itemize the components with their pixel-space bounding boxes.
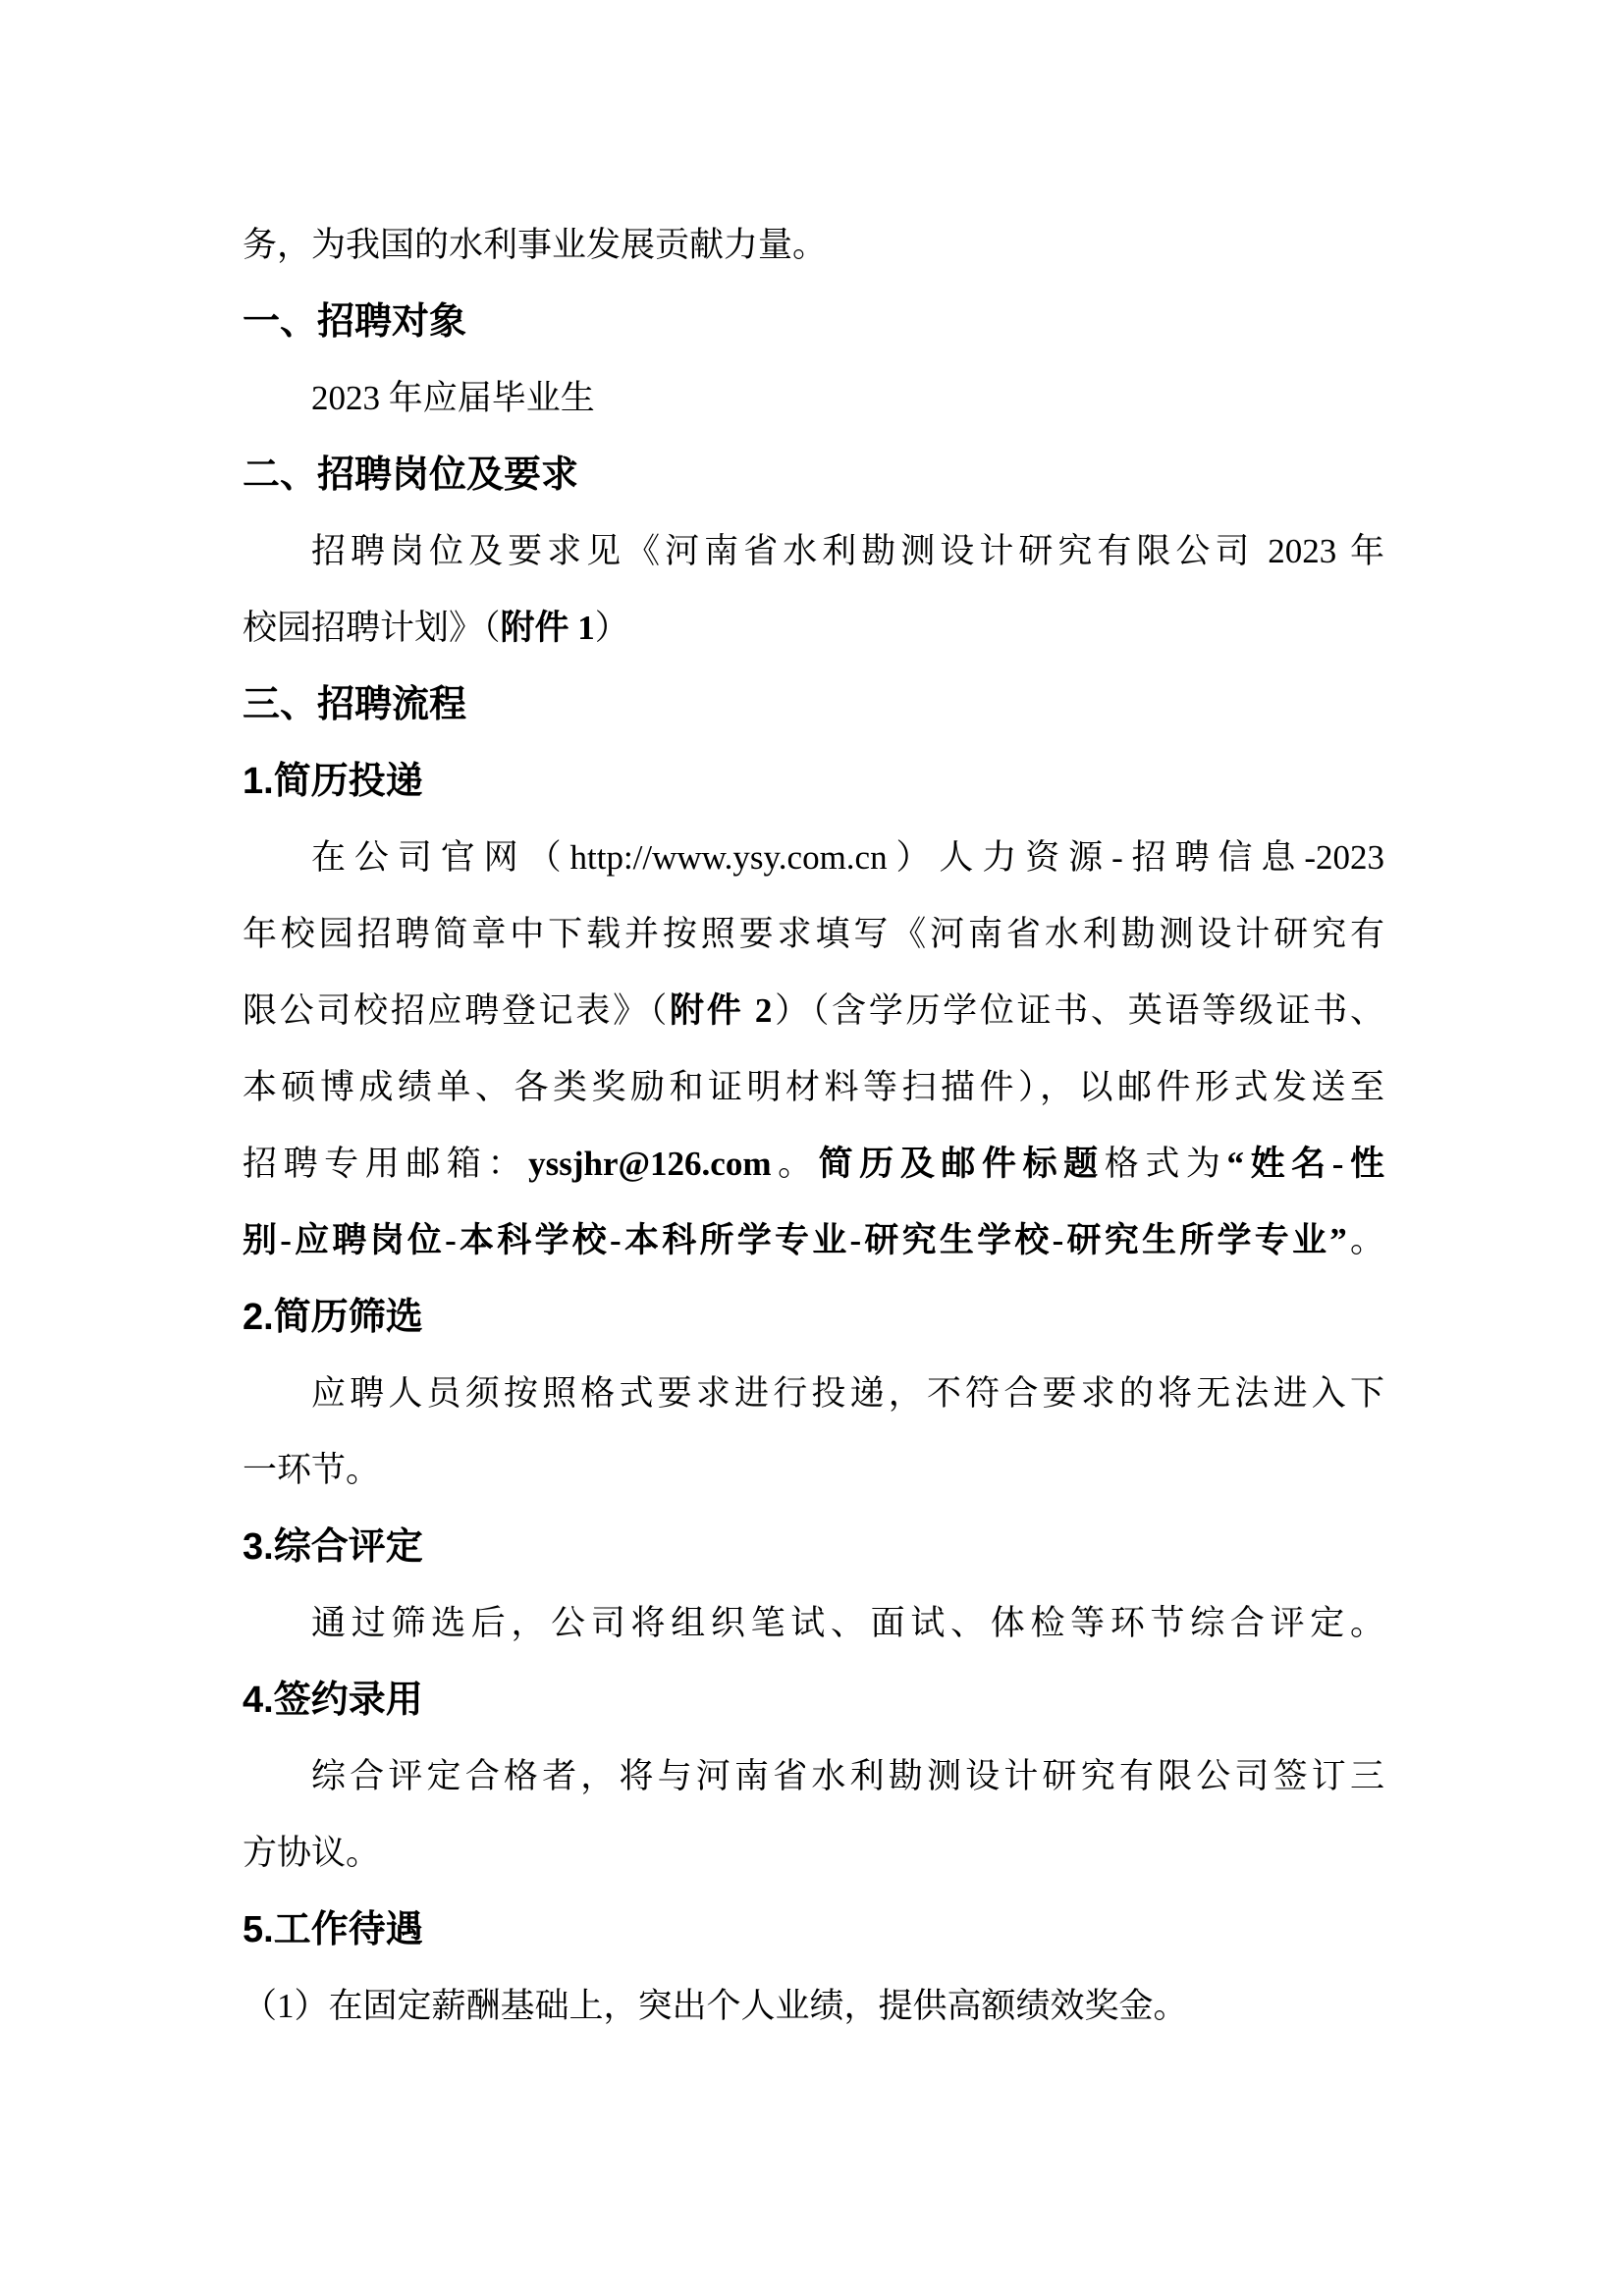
step-heading xyxy=(243,1279,1384,1356)
step-heading xyxy=(243,1662,1384,1738)
text-segment: 二、招聘岗位及要求 xyxy=(243,454,579,496)
step-heading xyxy=(243,743,1384,820)
text-segment: 5.工作待遇 xyxy=(243,1909,423,1950)
text-segment: 别-应聘岗位-本科学校-本科所学专业-研究生学校-研究生所学专业” xyxy=(243,1221,1347,1259)
body-line xyxy=(243,1738,1384,1815)
body-line xyxy=(243,1585,1384,1662)
text-segment: “姓名-性 xyxy=(1226,1145,1384,1183)
body-line xyxy=(243,590,1384,667)
text-segment: 2023 年应届毕业生 xyxy=(311,379,595,417)
body-line xyxy=(243,1356,1384,1432)
body-line xyxy=(243,1202,1384,1279)
text-segment: 限公司校招应聘登记表》（ xyxy=(243,991,671,1030)
body-line xyxy=(243,1126,1384,1202)
text-segment: 在公司官网（http://www.ysy.com.cn）人力资源-招聘信息-2023 xyxy=(311,838,1384,877)
step-heading xyxy=(243,1892,1384,1968)
text-segment: 招聘专用邮箱： xyxy=(243,1145,529,1183)
body-line xyxy=(243,896,1384,973)
text-segment: yssjhr@126.com xyxy=(528,1145,772,1183)
text-segment: 年校园招聘简章中下载并按照要求填写《河南省水利勘测设计研究有 xyxy=(243,915,1384,953)
text-segment: 附件 2 xyxy=(670,991,773,1030)
text-segment: 一环节。 xyxy=(243,1451,381,1489)
text-segment: ）（含学历学位证书、英语等级证书、 xyxy=(772,991,1384,1030)
section-heading xyxy=(243,284,1384,360)
text-segment: ） xyxy=(594,609,629,647)
text-segment: （1）在固定薪酬基础上，突出个人业绩，提供高额绩效奖金。 xyxy=(243,1987,1188,2025)
body-line xyxy=(243,973,1384,1049)
text-segment: 校园招聘计划》（ xyxy=(243,609,501,647)
text-segment: 附件 1 xyxy=(500,609,595,647)
body-line xyxy=(243,207,1384,284)
body-line xyxy=(243,513,1384,590)
text-segment: 应聘人员须按照格式要求进行投递，不符合要求的将无法进入下 xyxy=(311,1374,1384,1413)
text-segment: 1.简历投递 xyxy=(243,761,423,802)
text-segment: 格式为 xyxy=(1104,1145,1227,1183)
text-segment: 3.综合评定 xyxy=(243,1526,423,1568)
body-line xyxy=(243,820,1384,896)
text-segment: 本硕博成绩单、各类奖励和证明材料等扫描件），以邮件形式发送至 xyxy=(243,1068,1384,1106)
body-line xyxy=(243,360,1384,437)
text-segment: 务，为我国的水利事业发展贡献力量。 xyxy=(243,226,828,264)
text-segment: 三、招聘流程 xyxy=(243,684,467,725)
step-heading xyxy=(243,1509,1384,1585)
text-segment: 。 xyxy=(1346,1221,1384,1259)
text-segment: 通过筛选后，公司将组织笔试、面试、体检等环节综合评定。 xyxy=(311,1604,1384,1642)
text-segment: 一、招聘对象 xyxy=(243,301,467,343)
text-segment: 2.简历筛选 xyxy=(243,1297,423,1338)
text-segment: 方协议。 xyxy=(243,1834,381,1872)
section-heading xyxy=(243,437,1384,513)
text-segment: 招聘岗位及要求见《河南省水利勘测设计研究有限公司 2023 年 xyxy=(311,532,1384,570)
section-heading xyxy=(243,667,1384,743)
body-line xyxy=(243,1049,1384,1126)
text-segment: 。 xyxy=(771,1145,819,1183)
body-line xyxy=(243,1432,1384,1509)
body-line xyxy=(243,1968,1384,2045)
text-segment: 简历及邮件标题 xyxy=(818,1145,1105,1183)
document-body xyxy=(243,207,1384,2045)
body-line xyxy=(243,1815,1384,1892)
text-segment: 4.签约录用 xyxy=(243,1680,423,1721)
text-segment: 综合评定合格者，将与河南省水利勘测设计研究有限公司签订三 xyxy=(311,1757,1384,1795)
